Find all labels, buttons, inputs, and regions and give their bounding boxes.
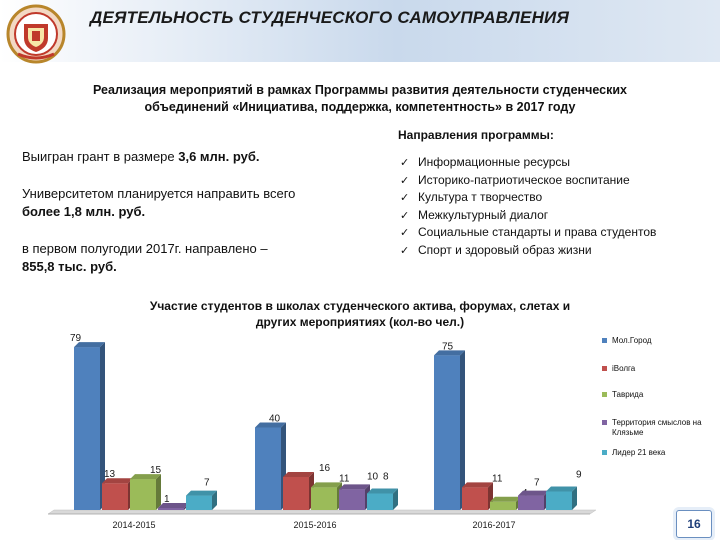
data-label: 1 (164, 493, 170, 505)
chart-title-line-1: Участие студентов в школах студенческого актива, форумах, слетах и (149, 299, 571, 313)
checkmark-icon: ✓ (400, 191, 410, 204)
bar-side (156, 474, 161, 510)
direction-label: Информационные ресурсы (418, 155, 571, 169)
direction-label: Социальные стандарты и права студентов (418, 225, 657, 239)
bar (311, 487, 337, 510)
legend-swatch (602, 338, 607, 343)
data-label: 10 (367, 471, 379, 483)
bar-top (518, 491, 549, 496)
legend-label: Мол.Город (612, 336, 652, 345)
data-label: 40 (269, 413, 281, 425)
data-label: 9 (576, 469, 582, 481)
subtitle-line-1: Реализация мероприятий в рамках Программы развития деятельности студенческих (93, 83, 627, 97)
bar-top (311, 482, 342, 487)
data-label: 11 (339, 473, 350, 485)
grant-value: 3,6 млн. руб. (178, 149, 260, 164)
bar (490, 502, 516, 510)
legend-swatch (602, 450, 607, 455)
bar (255, 428, 281, 511)
bar (339, 489, 365, 510)
bar-top (186, 491, 217, 496)
bar (367, 494, 393, 511)
direction-label: Межкультурный диалог (418, 207, 549, 222)
bar (74, 347, 100, 510)
bar (130, 479, 156, 510)
data-label: 13 (104, 469, 116, 481)
bar (462, 487, 488, 510)
legend-swatch (602, 366, 607, 371)
data-label: 7 (534, 477, 540, 489)
x-tick-label: 2016-2017 (472, 520, 516, 530)
bar-top (490, 497, 521, 502)
bar-top (462, 482, 493, 487)
legend-swatch (602, 392, 607, 397)
data-label: 11 (492, 473, 503, 485)
data-label: 8 (383, 471, 389, 483)
x-tick-label: 2014-2015 (112, 520, 156, 530)
direction-label: Историко-патриотическое воспитание (418, 172, 630, 187)
chart-title-line-2: других мероприятиях (кол-во чел.) (255, 315, 465, 329)
data-label: 75 (442, 341, 454, 353)
page-number: 16 (676, 510, 712, 538)
bar-top (339, 484, 370, 489)
legend-label: Таврида (612, 390, 644, 399)
checkmark-icon: ✓ (400, 243, 410, 257)
checkmark-icon: ✓ (400, 173, 410, 187)
bar-top (546, 486, 577, 491)
data-label: 7 (204, 477, 210, 489)
bar-top (158, 503, 189, 508)
direction-label: Культура т творчество (418, 190, 543, 204)
checkmark-icon: ✓ (400, 156, 410, 169)
checkmark-icon: ✓ (400, 208, 410, 222)
subtitle-line-2: объединений «Инициатива, поддержка, компетентность» в 2017 году (144, 100, 576, 114)
bar (546, 491, 572, 510)
data-label: 16 (319, 463, 331, 474)
legend-label: Территория смыслов на Клязьме (612, 418, 702, 437)
bar (283, 477, 309, 510)
page-title: ДЕЯТЕЛЬНОСТЬ СТУДЕНЧЕСКОГО САМОУПРАВЛЕНИЯ (90, 8, 570, 27)
bar (102, 483, 128, 510)
bar (434, 355, 460, 510)
direction-label: Спорт и здоровый образ жизни (418, 242, 592, 257)
bar (158, 508, 184, 510)
bar (518, 496, 544, 510)
data-label: 79 (70, 333, 82, 345)
grant-prefix: Выигран грант в размере (22, 149, 179, 164)
bar-top (367, 489, 398, 494)
data-label: 15 (150, 465, 162, 477)
checkmark-icon: ✓ (400, 226, 410, 239)
chart-floor (48, 510, 596, 514)
directions-title: Направления программы: (398, 128, 554, 142)
plan-value: более 1,8 млн. руб. (22, 204, 146, 219)
bar-top (283, 472, 314, 477)
legend-swatch (602, 420, 607, 425)
x-tick-label: 2015-2016 (293, 520, 337, 530)
plan-label: Университетом планируется направить всего (22, 186, 296, 201)
bar (186, 496, 212, 510)
spent-label: в первом полугодии 2017г. направлено – (22, 241, 268, 256)
spent-value: 855,8 тыс. руб. (22, 259, 117, 274)
legend-label: Лидер 21 века (612, 448, 666, 457)
legend-label: iВолга (612, 364, 636, 373)
